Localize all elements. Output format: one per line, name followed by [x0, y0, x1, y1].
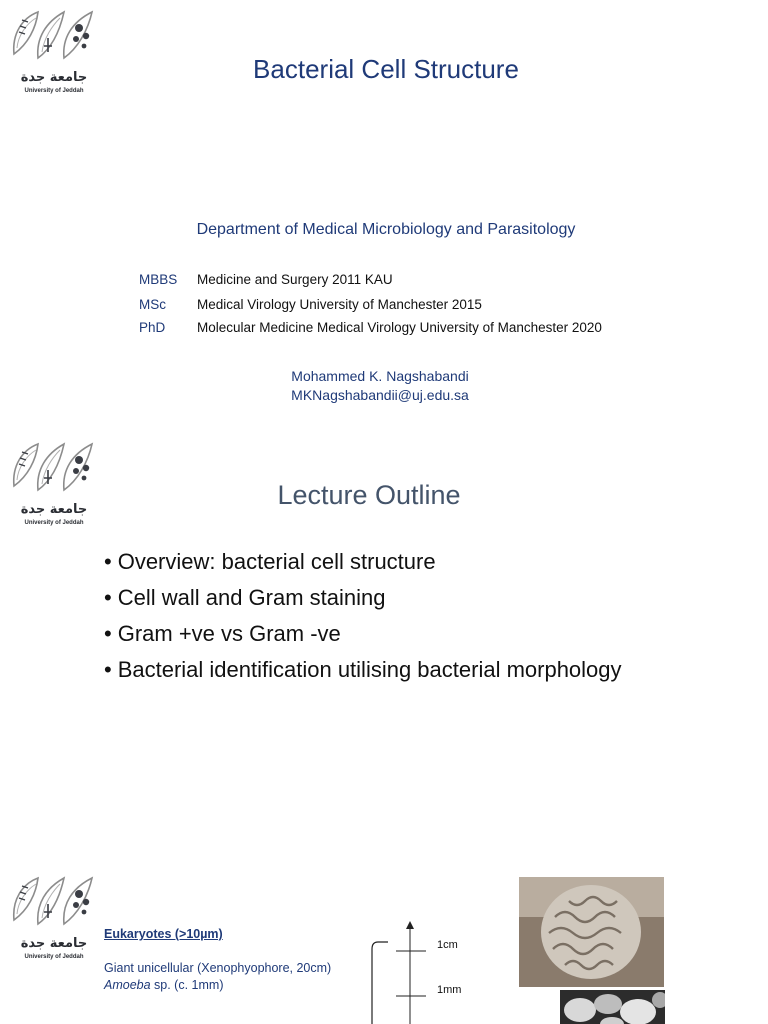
amoeba-micrograph: [560, 990, 665, 1024]
degree-desc: Medicine and Surgery 2011 KAU: [197, 272, 393, 287]
slide-title-heading: Bacterial Cell Structure: [253, 54, 519, 84]
scale-label-1cm: 1cm: [437, 939, 458, 951]
outline-item: • Bacterial identification utilising bacterial morphology: [104, 656, 622, 692]
xenophyophore-photo: [519, 877, 664, 987]
eukaryotes-heading: Eukaryotes (>10µm): [104, 927, 223, 941]
degree-row: [139, 272, 393, 287]
eukaryote-example: Giant unicellular (Xenophyophore, 20cm): [104, 961, 332, 975]
logo-arabic-text: جامعة جدة: [20, 70, 88, 85]
department-name: Department of Medical Microbiology and Parasitology: [196, 221, 576, 238]
outline-item: • Overview: bacterial cell structure: [104, 548, 622, 584]
slide-outline: [0, 430, 768, 860]
author-name: Mohammed K. Nagshabandi: [291, 368, 469, 384]
outline-item: • Gram +ve vs Gram -ve: [104, 620, 622, 656]
logo-arabic-text: جامعة جدة: [20, 502, 88, 517]
degree-desc: Medical Virology University of Manchester 2015: [197, 297, 482, 312]
degree-row: [139, 320, 602, 335]
size-scale-axis: [360, 915, 440, 1024]
logo-english-text: University of Jeddah: [24, 88, 84, 94]
degree-desc: Molecular Medicine Medical Virology University of Manchester 2020: [197, 320, 602, 335]
logo-english-text: University of Jeddah: [24, 520, 84, 526]
scale-label-1mm: 1mm: [437, 984, 462, 996]
outline-item: • Cell wall and Gram staining: [104, 584, 622, 620]
degree-abbr: PhD: [139, 320, 166, 335]
slide-cell-sizes: [0, 860, 768, 1024]
outline-title: Lecture Outline: [277, 480, 461, 510]
university-logo: [8, 874, 100, 964]
amoeba-genus: Amoeba: [104, 978, 151, 992]
degree-row: [139, 297, 482, 312]
degree-abbr: MSc: [139, 297, 166, 312]
author-email[interactable]: MKNagshabandii@uj.edu.sa: [291, 387, 469, 403]
logo-english-text: University of Jeddah: [24, 954, 84, 960]
amoeba-size: sp. (c. 1mm): [150, 978, 224, 992]
eukaryote-example: [104, 978, 223, 992]
degree-abbr: MBBS: [139, 272, 178, 287]
outline-list: [104, 548, 622, 692]
logo-emblem-icon: [8, 874, 100, 936]
slide-title: [0, 0, 768, 430]
logo-arabic-text: جامعة جدة: [20, 936, 88, 951]
